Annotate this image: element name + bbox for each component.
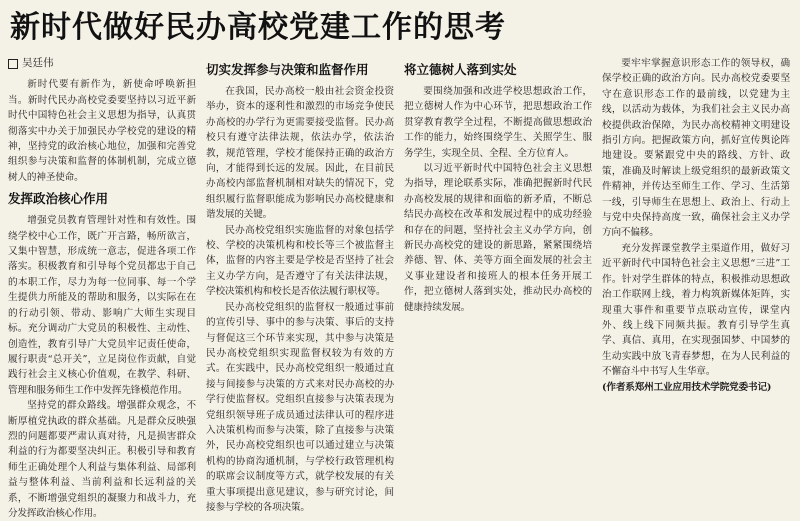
byline-box-icon (8, 59, 18, 69)
byline (8, 56, 196, 71)
section-heading-decision-supervision: 切实发挥参与决策和监督作用 (206, 62, 369, 77)
paragraph: 以习近平新时代中国特色社会主义思想为指导，理论联系实际，准确把握新时代民办高校发展的规律和面临的新矛盾，不断总结民办高校在改革和发展过程中的成功经验和存在的问题，坚持社会主义办学方向，创新民办高校党的建设的新思路，紧紧围绕培养德、智、体、美等方面全面发展的社会主义事业建设者和接班人的根本任务开展工作，把立德树人落到实处，推动民办高校的健康持续发展。 (404, 163, 592, 313)
paragraph: 在我国，民办高校一般由社会资金投资举办，资本的逐利性和激烈的市场竞争使民办高校的办学行为更需要接受监督。民办高校只有遵守法律法规，依法办学，依法治教，规范管理，学校才能保持正确的政治方向，才能得到长远的发展。因此，在目前民办高校内部监督机制相对缺失的情况下，党组织履行监督职能成为影响民办高校健康和谐发展的关键。 (206, 86, 394, 221)
paragraph: 要牢牢掌握意识形态工作的领导权，确保学校正确的政治方向。民办高校党委要坚守在意识形态工作的最前线，以党建为主线，以活动为载体，为我们社会主义民办高校提供政治保障，为民办高校精神文明建设指引方向。把握政策方向，抓好宣传舆论阵地建设。要紧跟党中央的路线、方针、政策，准确及时解读上级党组织的最新政策文件精神，并传达至师生工作、学习、生活第一线，引导师生在思想上、政治上、行动上与党中央保持高度一致，确保社会主义办学方向不偏移。 (602, 58, 790, 239)
section-heading-moral-education: 将立德树人落到实处 (404, 62, 517, 77)
paragraph: 要围绕加强和改进学校思想政治工作，把立德树人作为中心环节，把思想政治工作贯穿教育教学全过程，不断提高做思想政治工作的能力，始终围绕学生、关照学生、服务学生，实现全员、全程、全方位育人。 (404, 86, 592, 159)
article-body (8, 56, 794, 519)
author-affiliation: (作者系郑州工业应用技术学院党委书记) (602, 381, 772, 393)
paragraph: 民办高校党组织的监督权一般通过事前的宣传引导、事中的参与决策、事后的支持与督促这三个环节来实现，其中参与决策是民办高校党组织实现监督权较为有效的方式。在实践中，民办高校党组织一般通过直接与间接参与决策的方式来对民办高校的办学行使监督权。党组织直接参与决策表现为党组织领导班子成员通过法律认可的程序进入决策机构而参与决策，除了直接参与决策外，民办高校党组织也可以通过建立与决策机构的协商沟通机制，与学校行政管理机构的联席会议制度等方式，就学校发展的有关重大事项提出意见建议，参与研究讨论，间接参与学校的各项决策。 (206, 301, 394, 513)
column-3 (404, 56, 592, 426)
paragraph: 增强党员教育管理针对性和有效性。围绕学校中心工作，既广开言路，畅所欲言，又集中智慧，形成统一意志，促进各项工作落实。积极教育和引导每个党员都忠于自己的本职工作，尽力为每一位同事、每一个学生提供力所能及的帮助和服务，以实际在在的行动引领、带动、影响广大师生实现目标。充分调动广大党员的积极性、主动性、创造性，教育引导广大党员牢记责任使命，履行职责“总开关”，立足岗位作贡献，自觉践行社会主义核心价值观，在教学、科研、管理和服务师生工作中发挥先锋模范作用。 (8, 215, 196, 396)
paragraph: 民办高校党组织实施监督的对象包括学校、学校的决策机构和校长等三个被监督主体，监督的内容主要是学校是否坚持了社会主义办学方向，是否遵守了有关法律法规，学校决策机构和校长是否依法履行职权等。 (206, 224, 394, 298)
author-name: 吴廷伟 (22, 57, 54, 69)
paragraph: 充分发挥课堂教学主渠道作用，做好习近平新时代中国特色社会主义思想“三进”工作。针对学生群体的特点，积极推动思想政治工作联网上线，着力构筑新媒体矩阵，实现重大事件和重要节点联动宣传，课堂内外、线上线下同频共振。教育引导学生真学、真信、真用，在实现强国梦、中国梦的生动实践中放飞青春梦想，在为人民利益的不懈奋斗中书写人生华章。 (602, 242, 790, 378)
column-2 (206, 56, 394, 513)
column-4 (602, 56, 790, 426)
article-title: 新时代做好民办高校党建工作的思考 (10, 10, 506, 45)
intro-paragraph: 新时代要有新作为，新使命呼唤新担当。新时代民办高校党委要坚持以习近平新时代中国特色社会主义思想为指导，认真贯彻落实中办关于加强民办学校党的建设的精神，坚持党的政治核心地位，加强和完善党组织参与决策和监督的体制机制，完成立德树人的神圣使命。 (8, 79, 196, 183)
column-1 (8, 56, 196, 519)
paragraph: 坚持党的群众路线。增强群众观念，不断厚植党执政的群众基础。凡是群众反映强烈的问题都要严肃认真对待，凡是损害群众利益的行为都要坚决纠正。积极引导和教育师生正确处理个人利益与集体利益、局部利益与整体利益、当前利益和长远利益的关系，不断增强党组织的凝聚力和战斗力，充分发挥政治核心作用。 (8, 400, 196, 519)
section-heading-political-core: 发挥政治核心作用 (8, 191, 109, 207)
